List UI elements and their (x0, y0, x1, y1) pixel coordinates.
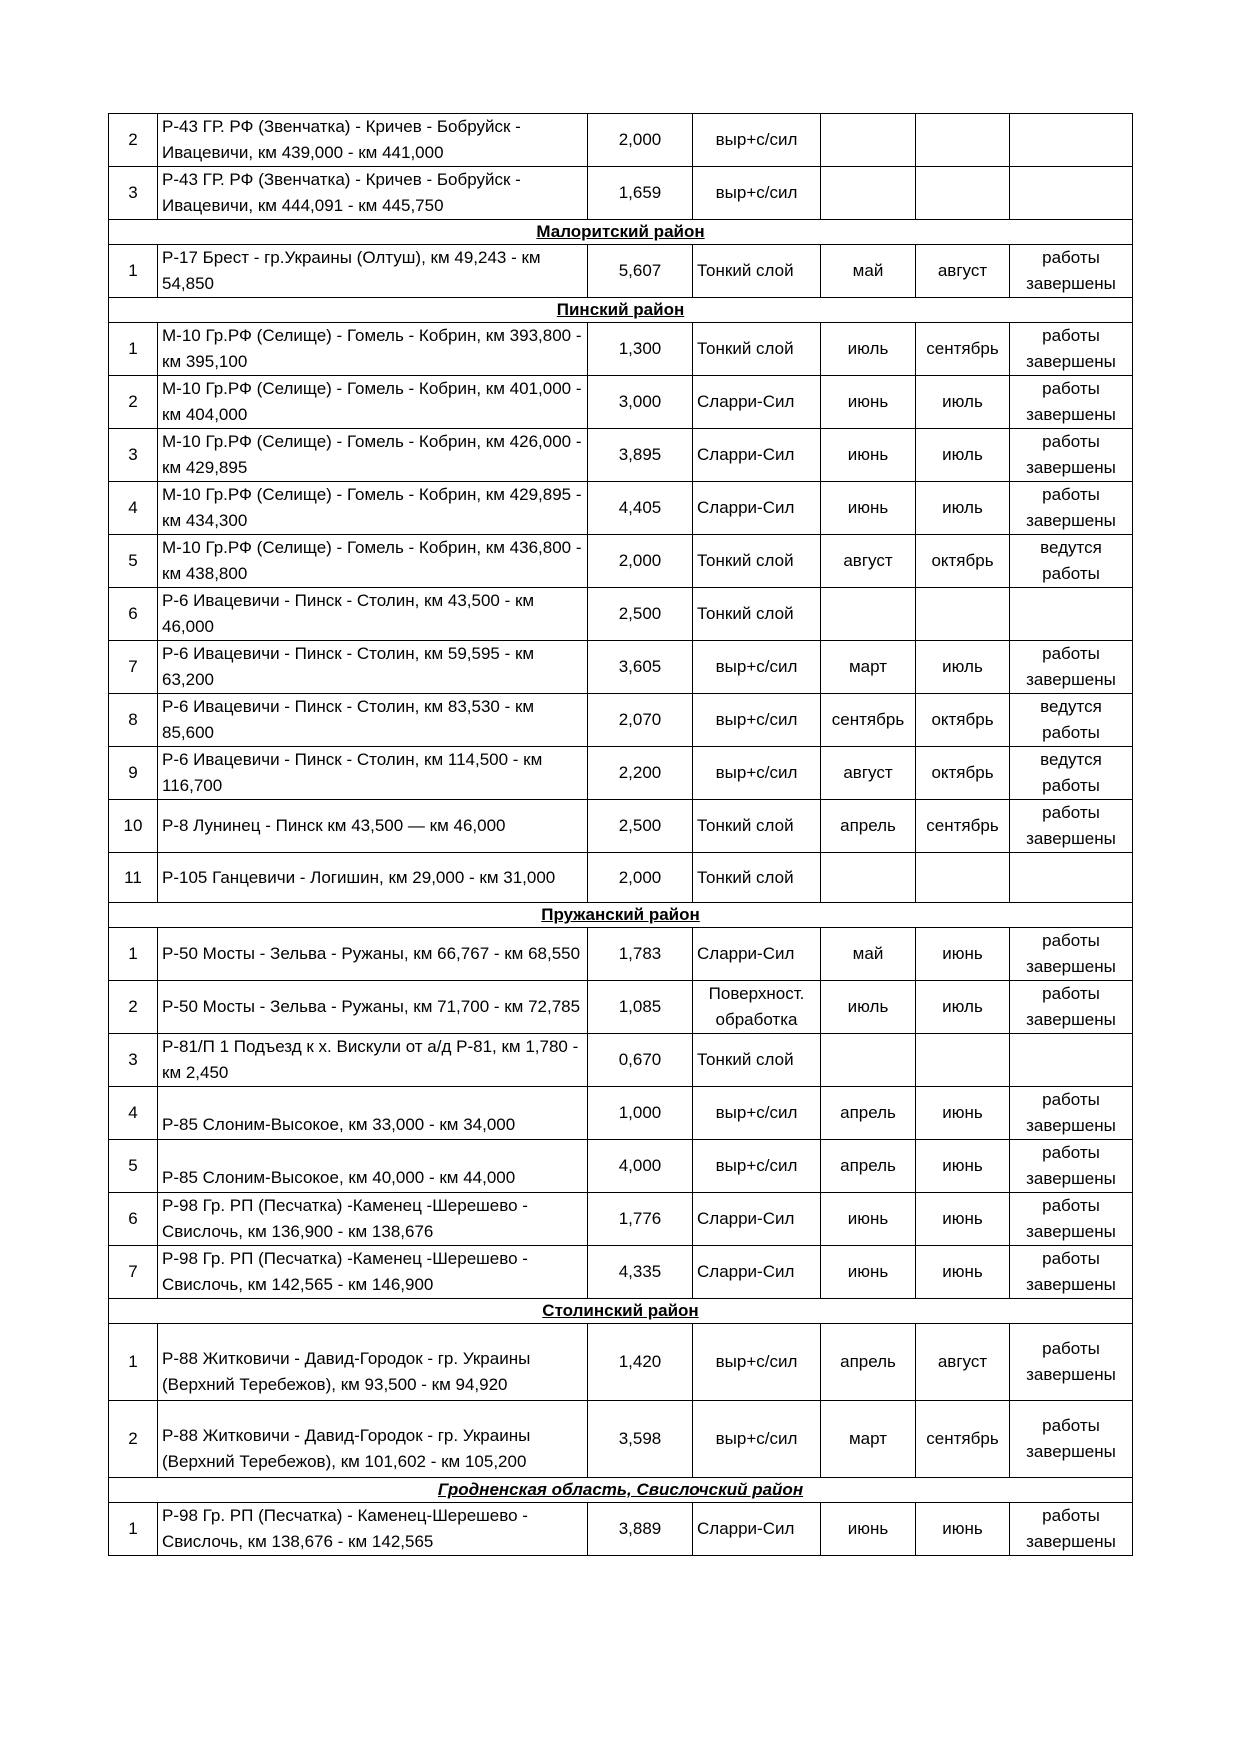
work-type-cell: выр+с/сил (693, 641, 821, 694)
work-type-cell: Поверхност. обработка (693, 981, 821, 1034)
start-month-cell (821, 114, 916, 167)
start-month-cell: сентябрь (821, 694, 916, 747)
end-month-cell: октябрь (916, 747, 1010, 800)
status-cell: работы завершены (1010, 1503, 1133, 1556)
road-section-cell: Р-85 Слоним-Высокое, км 33,000 - км 34,000 (158, 1087, 588, 1140)
work-type-cell: выр+с/сил (693, 747, 821, 800)
status-cell: работы завершены (1010, 1193, 1133, 1246)
status-cell (1010, 1034, 1133, 1087)
work-type-cell: Тонкий слой (693, 853, 821, 903)
section-header-row (109, 903, 1133, 928)
section-title: Малоритский район (109, 220, 1133, 245)
table-row (109, 482, 1133, 535)
table-row (109, 1401, 1133, 1478)
status-cell: работы завершены (1010, 482, 1133, 535)
work-type-cell: выр+с/сил (693, 694, 821, 747)
length-km-cell: 3,000 (588, 376, 693, 429)
length-km-cell: 2,000 (588, 853, 693, 903)
length-km-cell: 1,659 (588, 167, 693, 220)
table-body (109, 114, 1133, 1556)
table-row (109, 429, 1133, 482)
table-row (109, 588, 1133, 641)
row-number-cell: 10 (109, 800, 158, 853)
road-section-cell: Р-6 Ивацевичи - Пинск - Столин, км 114,500 - км 116,700 (158, 747, 588, 800)
table-row (109, 981, 1133, 1034)
work-type-cell: Сларри-Сил (693, 482, 821, 535)
status-cell: работы завершены (1010, 1401, 1133, 1478)
row-number-cell: 1 (109, 928, 158, 981)
row-number-cell: 7 (109, 1246, 158, 1299)
start-month-cell: август (821, 535, 916, 588)
end-month-cell: июнь (916, 928, 1010, 981)
row-number-cell: 2 (109, 376, 158, 429)
row-number-cell: 6 (109, 1193, 158, 1246)
road-section-cell: М-10 Гр.РФ (Селище) - Гомель - Кобрин, км 393,800 - км 395,100 (158, 323, 588, 376)
length-km-cell: 3,598 (588, 1401, 693, 1478)
length-km-cell: 4,405 (588, 482, 693, 535)
status-cell: работы завершены (1010, 245, 1133, 298)
start-month-cell: июнь (821, 429, 916, 482)
start-month-cell: июнь (821, 376, 916, 429)
section-header-row (109, 1478, 1133, 1503)
work-type-cell: Сларри-Сил (693, 1193, 821, 1246)
length-km-cell: 5,607 (588, 245, 693, 298)
row-number-cell: 8 (109, 694, 158, 747)
start-month-cell: июль (821, 981, 916, 1034)
work-type-cell: Сларри-Сил (693, 376, 821, 429)
length-km-cell: 2,200 (588, 747, 693, 800)
end-month-cell: август (916, 1324, 1010, 1401)
start-month-cell (821, 853, 916, 903)
status-cell (1010, 588, 1133, 641)
end-month-cell: сентябрь (916, 323, 1010, 376)
status-cell: работы завершены (1010, 1324, 1133, 1401)
start-month-cell: апрель (821, 1324, 916, 1401)
end-month-cell: июль (916, 981, 1010, 1034)
work-type-cell: выр+с/сил (693, 114, 821, 167)
start-month-cell: март (821, 1401, 916, 1478)
road-section-cell: М-10 Гр.РФ (Селище) - Гомель - Кобрин, км 401,000 - км 404,000 (158, 376, 588, 429)
end-month-cell: июнь (916, 1246, 1010, 1299)
start-month-cell: апрель (821, 800, 916, 853)
table-row (109, 1503, 1133, 1556)
road-section-cell: Р-98 Гр. РП (Песчатка) -Каменец -Шерешево - Свислочь, км 136,900 - км 138,676 (158, 1193, 588, 1246)
end-month-cell: июнь (916, 1087, 1010, 1140)
length-km-cell: 4,335 (588, 1246, 693, 1299)
end-month-cell: июнь (916, 1193, 1010, 1246)
end-month-cell (916, 588, 1010, 641)
road-section-cell: Р-81/П 1 Подъезд к х. Вискули от а/д Р-81, км 1,780 - км 2,450 (158, 1034, 588, 1087)
section-title: Пинский район (109, 298, 1133, 323)
start-month-cell (821, 167, 916, 220)
work-type-cell: Тонкий слой (693, 588, 821, 641)
row-number-cell: 3 (109, 1034, 158, 1087)
end-month-cell: июнь (916, 1503, 1010, 1556)
road-section-cell: М-10 Гр.РФ (Селище) - Гомель - Кобрин, км 436,800 - км 438,800 (158, 535, 588, 588)
work-type-cell: Тонкий слой (693, 245, 821, 298)
length-km-cell: 0,670 (588, 1034, 693, 1087)
status-cell: работы завершены (1010, 1140, 1133, 1193)
road-section-cell: Р-88 Житковичи - Давид-Городок - гр. Украины (Верхний Теребежов), км 101,602 - км 105,200 (158, 1401, 588, 1478)
status-cell: работы завершены (1010, 981, 1133, 1034)
road-section-cell: М-10 Гр.РФ (Селище) - Гомель - Кобрин, км 429,895 - км 434,300 (158, 482, 588, 535)
end-month-cell: июнь (916, 1140, 1010, 1193)
row-number-cell: 2 (109, 981, 158, 1034)
end-month-cell (916, 853, 1010, 903)
row-number-cell: 1 (109, 245, 158, 298)
row-number-cell: 1 (109, 323, 158, 376)
length-km-cell: 2,500 (588, 588, 693, 641)
row-number-cell: 2 (109, 114, 158, 167)
end-month-cell (916, 167, 1010, 220)
table-row (109, 641, 1133, 694)
status-cell: работы завершены (1010, 1246, 1133, 1299)
section-title: Гродненская область, Свислочский район (109, 1478, 1133, 1503)
start-month-cell: июль (821, 323, 916, 376)
road-section-cell: Р-105 Ганцевичи - Логишин, км 29,000 - км 31,000 (158, 853, 588, 903)
start-month-cell: июнь (821, 482, 916, 535)
row-number-cell: 7 (109, 641, 158, 694)
work-type-cell: выр+с/сил (693, 1324, 821, 1401)
row-number-cell: 5 (109, 535, 158, 588)
section-header-row (109, 1299, 1133, 1324)
work-type-cell: выр+с/сил (693, 1401, 821, 1478)
end-month-cell (916, 114, 1010, 167)
end-month-cell (916, 1034, 1010, 1087)
start-month-cell: июнь (821, 1193, 916, 1246)
status-cell: работы завершены (1010, 928, 1133, 981)
road-section-cell: Р-98 Гр. РП (Песчатка) -Каменец -Шерешево - Свислочь, км 142,565 - км 146,900 (158, 1246, 588, 1299)
table-row (109, 1246, 1133, 1299)
work-type-cell: Сларри-Сил (693, 1503, 821, 1556)
status-cell (1010, 114, 1133, 167)
row-number-cell: 6 (109, 588, 158, 641)
table-row (109, 1087, 1133, 1140)
length-km-cell: 3,605 (588, 641, 693, 694)
status-cell: работы завершены (1010, 800, 1133, 853)
work-type-cell: Тонкий слой (693, 535, 821, 588)
road-repair-table (108, 113, 1133, 1556)
start-month-cell (821, 1034, 916, 1087)
table-row (109, 747, 1133, 800)
length-km-cell: 2,000 (588, 535, 693, 588)
end-month-cell: октябрь (916, 535, 1010, 588)
table-row (109, 928, 1133, 981)
start-month-cell: август (821, 747, 916, 800)
road-section-cell: Р-6 Ивацевичи - Пинск - Столин, км 83,530 - км 85,600 (158, 694, 588, 747)
road-section-cell: Р-17 Брест - гр.Украины (Олтуш), км 49,243 - км 54,850 (158, 245, 588, 298)
status-cell: ведутся работы (1010, 535, 1133, 588)
work-type-cell: выр+с/сил (693, 167, 821, 220)
table-row (109, 1324, 1133, 1401)
end-month-cell: июль (916, 429, 1010, 482)
work-type-cell: выр+с/сил (693, 1087, 821, 1140)
length-km-cell: 2,000 (588, 114, 693, 167)
table-row (109, 114, 1133, 167)
length-km-cell: 3,889 (588, 1503, 693, 1556)
status-cell: ведутся работы (1010, 694, 1133, 747)
work-type-cell: Тонкий слой (693, 1034, 821, 1087)
road-section-cell: Р-50 Мосты - Зельва - Ружаны, км 66,767 - км 68,550 (158, 928, 588, 981)
length-km-cell: 2,070 (588, 694, 693, 747)
section-header-row (109, 220, 1133, 245)
end-month-cell: июль (916, 482, 1010, 535)
table-row (109, 853, 1133, 903)
road-section-cell: Р-88 Житковичи - Давид-Городок - гр. Украины (Верхний Теребежов), км 93,500 - км 94,920 (158, 1324, 588, 1401)
road-section-cell: Р-6 Ивацевичи - Пинск - Столин, км 43,500 - км 46,000 (158, 588, 588, 641)
start-month-cell: март (821, 641, 916, 694)
length-km-cell: 3,895 (588, 429, 693, 482)
length-km-cell: 1,085 (588, 981, 693, 1034)
work-type-cell: Сларри-Сил (693, 928, 821, 981)
row-number-cell: 1 (109, 1503, 158, 1556)
road-section-cell: Р-85 Слоним-Высокое, км 40,000 - км 44,000 (158, 1140, 588, 1193)
start-month-cell: апрель (821, 1087, 916, 1140)
row-number-cell: 4 (109, 482, 158, 535)
start-month-cell: май (821, 928, 916, 981)
table-row (109, 800, 1133, 853)
end-month-cell: сентябрь (916, 800, 1010, 853)
road-section-cell: Р-50 Мосты - Зельва - Ружаны, км 71,700 - км 72,785 (158, 981, 588, 1034)
row-number-cell: 1 (109, 1324, 158, 1401)
row-number-cell: 4 (109, 1087, 158, 1140)
work-type-cell: Сларри-Сил (693, 429, 821, 482)
table-row (109, 1193, 1133, 1246)
road-section-cell: Р-8 Лунинец - Пинск км 43,500 — км 46,000 (158, 800, 588, 853)
work-type-cell: Тонкий слой (693, 800, 821, 853)
length-km-cell: 1,776 (588, 1193, 693, 1246)
status-cell (1010, 853, 1133, 903)
start-month-cell: апрель (821, 1140, 916, 1193)
end-month-cell: август (916, 245, 1010, 298)
row-number-cell: 3 (109, 167, 158, 220)
table-row (109, 245, 1133, 298)
table-row (109, 694, 1133, 747)
length-km-cell: 1,783 (588, 928, 693, 981)
road-section-cell: Р-6 Ивацевичи - Пинск - Столин, км 59,595 - км 63,200 (158, 641, 588, 694)
end-month-cell: июль (916, 376, 1010, 429)
table-row (109, 535, 1133, 588)
length-km-cell: 4,000 (588, 1140, 693, 1193)
row-number-cell: 9 (109, 747, 158, 800)
row-number-cell: 11 (109, 853, 158, 903)
start-month-cell: июнь (821, 1246, 916, 1299)
end-month-cell: июль (916, 641, 1010, 694)
table-row (109, 1140, 1133, 1193)
start-month-cell: июнь (821, 1503, 916, 1556)
status-cell: ведутся работы (1010, 747, 1133, 800)
work-type-cell: Сларри-Сил (693, 1246, 821, 1299)
start-month-cell (821, 588, 916, 641)
section-title: Пружанский район (109, 903, 1133, 928)
table-row (109, 323, 1133, 376)
table-row (109, 376, 1133, 429)
status-cell: работы завершены (1010, 1087, 1133, 1140)
row-number-cell: 3 (109, 429, 158, 482)
row-number-cell: 5 (109, 1140, 158, 1193)
row-number-cell: 2 (109, 1401, 158, 1478)
length-km-cell: 1,000 (588, 1087, 693, 1140)
table-row (109, 1034, 1133, 1087)
road-section-cell: Р-43 ГР. РФ (Звенчатка) - Кричев - Бобруйск - Ивацевичи, км 444,091 - км 445,750 (158, 167, 588, 220)
road-section-cell: М-10 Гр.РФ (Селище) - Гомель - Кобрин, км 426,000 - км 429,895 (158, 429, 588, 482)
work-type-cell: Тонкий слой (693, 323, 821, 376)
status-cell: работы завершены (1010, 429, 1133, 482)
end-month-cell: сентябрь (916, 1401, 1010, 1478)
length-km-cell: 2,500 (588, 800, 693, 853)
length-km-cell: 1,420 (588, 1324, 693, 1401)
status-cell: работы завершены (1010, 641, 1133, 694)
status-cell (1010, 167, 1133, 220)
status-cell: работы завершены (1010, 323, 1133, 376)
road-section-cell: Р-43 ГР. РФ (Звенчатка) - Кричев - Бобруйск - Ивацевичи, км 439,000 - км 441,000 (158, 114, 588, 167)
end-month-cell: октябрь (916, 694, 1010, 747)
section-header-row (109, 298, 1133, 323)
table-row (109, 167, 1133, 220)
length-km-cell: 1,300 (588, 323, 693, 376)
section-title: Столинский район (109, 1299, 1133, 1324)
start-month-cell: май (821, 245, 916, 298)
work-type-cell: выр+с/сил (693, 1140, 821, 1193)
status-cell: работы завершены (1010, 376, 1133, 429)
road-section-cell: Р-98 Гр. РП (Песчатка) - Каменец-Шерешево - Свислочь, км 138,676 - км 142,565 (158, 1503, 588, 1556)
